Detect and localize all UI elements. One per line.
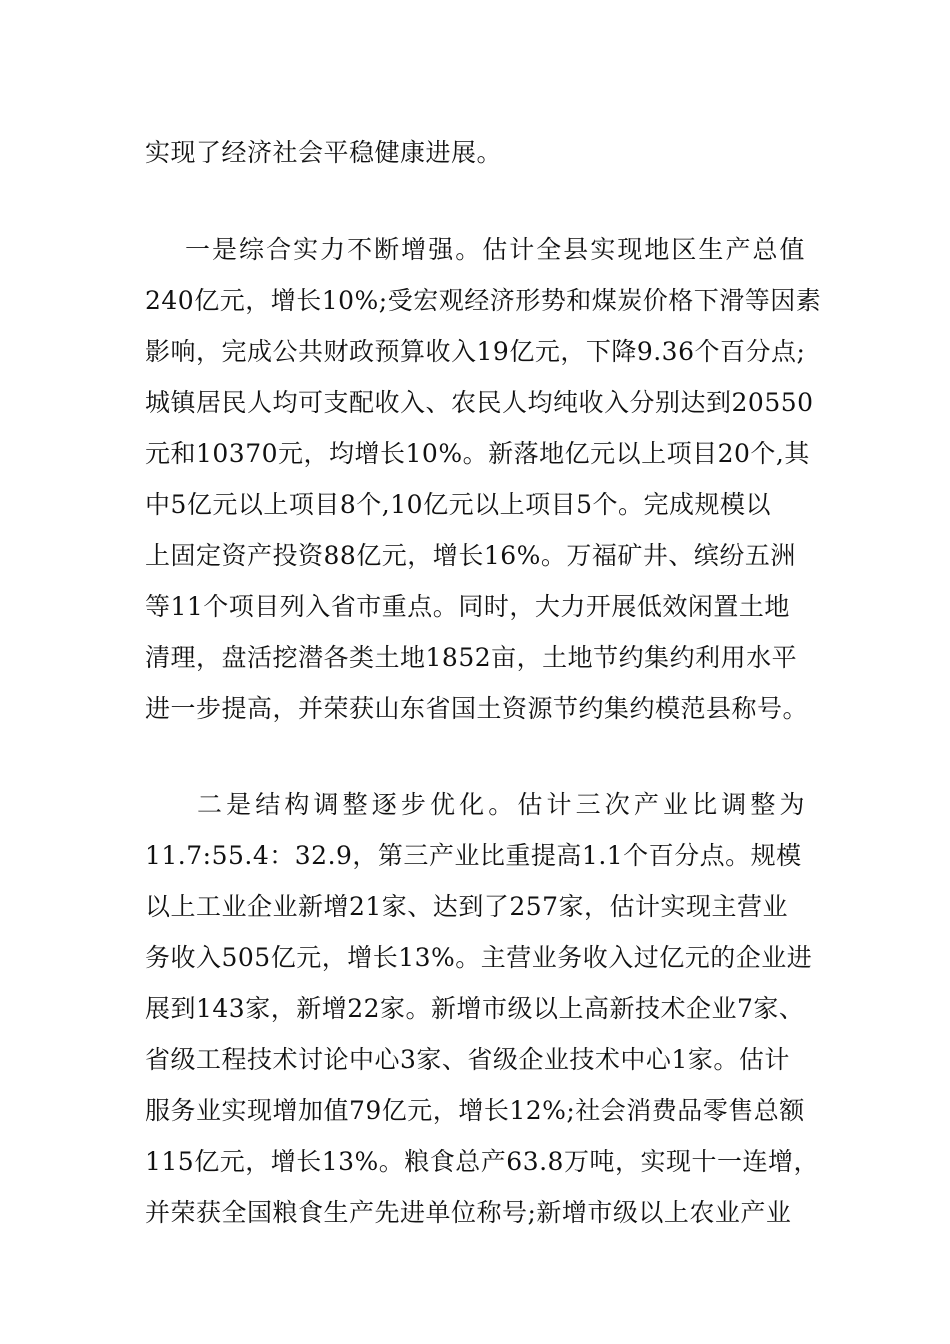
paragraph-1-line-8: 等11个项目列入省市重点。同时，大力开展低效闲置土地 xyxy=(145,592,790,621)
paragraph-1-line-10: 进一步提高，并荣获山东省国土资源节约集约模范县称号。 xyxy=(145,694,809,723)
paragraph-1-line-9: 清理，盘活挖潜各类土地1852亩，土地节约集约利用水平 xyxy=(145,643,798,672)
paragraph-1-line-3: 影响，完成公共财政预算收入19亿元，下降9.36个百分点; xyxy=(145,337,806,366)
paragraph-2-line-4: 务收入505亿元，增长13%。主营业务收入过亿元的企业进 xyxy=(145,943,813,972)
paragraph-2-line-5: 展到143家，新增22家。新增市级以上高新技术企业7家、 xyxy=(145,994,805,1023)
paragraph-2-line-2: 11.7:55.4：32.9，第三产业比重提高1.1个百分点。规模 xyxy=(145,841,802,870)
paragraph-2-line-3: 以上工业企业新增21家、达到了257家，估计实现主营业 xyxy=(145,892,789,921)
paragraph-1-line-5: 元和10370元，均增长10%。新落地亿元以上项目20个,其 xyxy=(145,439,810,468)
paragraph-0-line-1: 实现了经济社会平稳健康进展。 xyxy=(145,138,503,167)
paragraph-2-line-8: 115亿元，增长13%。粮食总产63.8万吨，实现十一连增， xyxy=(145,1147,819,1176)
paragraph-1-line-4: 城镇居民人均可支配收入、农民人均纯收入分别达到20550 xyxy=(145,388,814,417)
paragraph-1-line-6: 中5亿元以上项目8个,10亿元以上项目5个。完成规模以 xyxy=(145,490,771,519)
paragraph-2-line-7: 服务业实现增加值79亿元，增长12%;社会消费品零售总额 xyxy=(145,1096,805,1125)
paragraph-2-line-9: 并荣获全国粮食生产先进单位称号;新增市级以上农业产业 xyxy=(145,1198,792,1227)
paragraph-2-line-6: 省级工程技术讨论中心3家、省级企业技术中心1家。估计 xyxy=(145,1045,790,1074)
paragraph-1-line-7: 上固定资产投资88亿元，增长16%。万福矿井、缤纷五洲 xyxy=(145,541,796,570)
paragraph-1-line-2: 240亿元，增长10%;受宏观经济形势和煤炭价格下滑等因素 xyxy=(145,286,822,315)
paragraph-2-line-1: 二是结构调整逐步优化。估计三次产业比调整为 xyxy=(197,790,805,819)
paragraph-1-line-1: 一是综合实力不断增强。估计全县实现地区生产总值 xyxy=(185,235,805,264)
